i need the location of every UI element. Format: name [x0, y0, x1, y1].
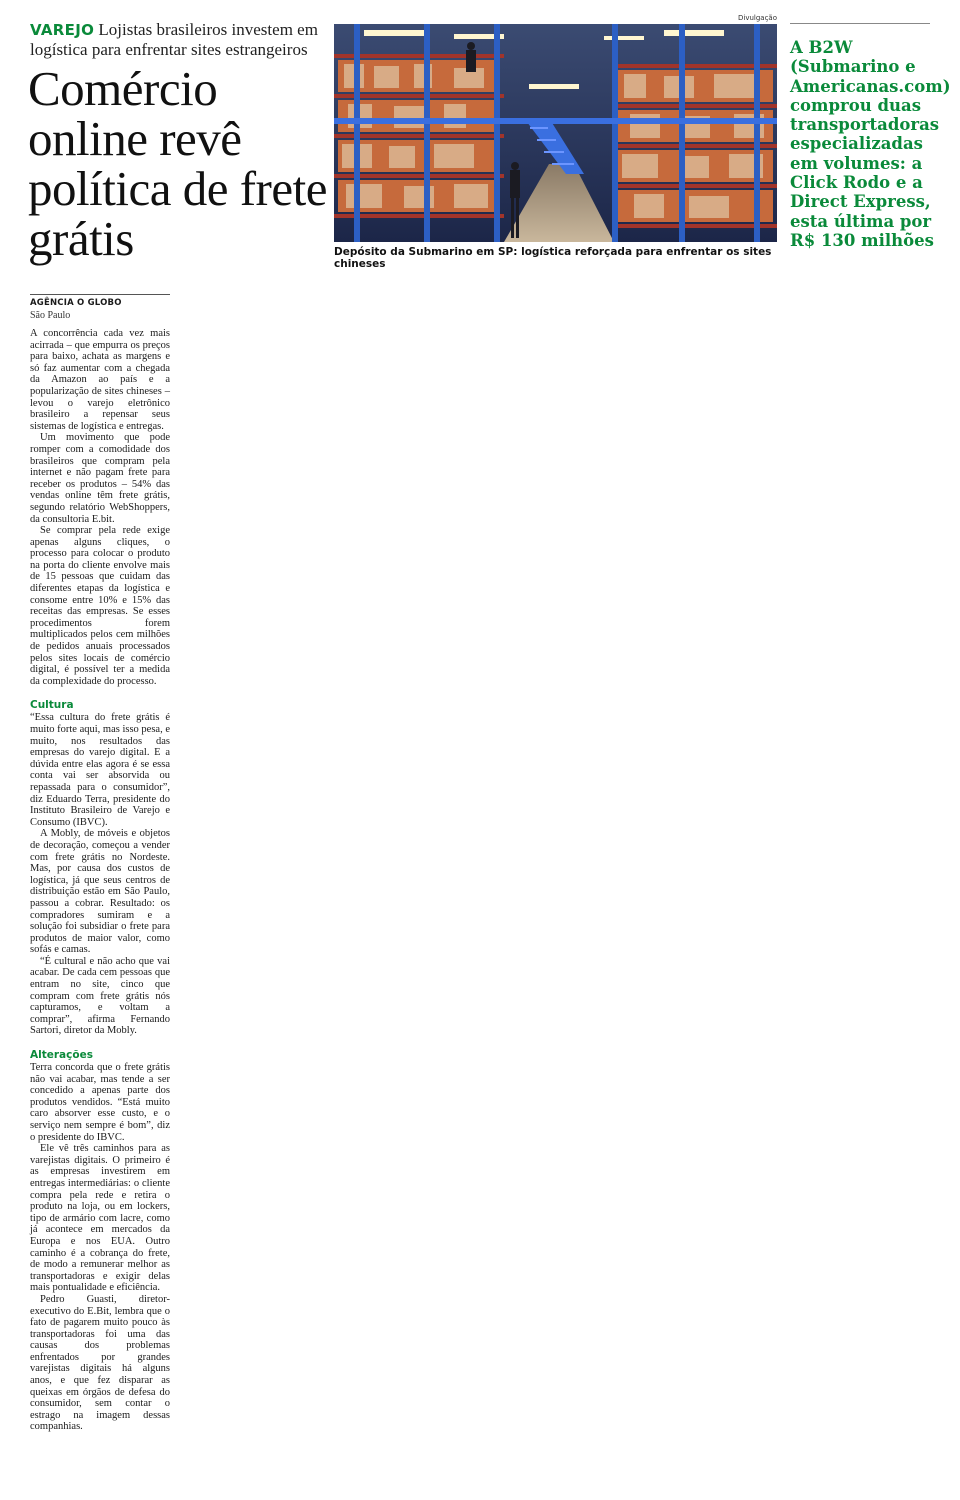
- article-body: [30, 328, 170, 1433]
- photo-credit: Divulgação: [737, 14, 777, 22]
- kicker-text: Lojistas brasileiros investem em logística para enfrentar sites estrangeiros: [30, 20, 318, 59]
- subhead-alteracoes: Alterações: [30, 1049, 93, 1062]
- paragraph: Pedro Guasti, diretor-executivo do E.Bit, lembra que o fato de pagarem muito pouco às transportadoras foi uma das causas dos problemas enfrentados por grandes varejistas digitais há alguns anos, e que fez disparar as queixas em órgãos de defesa do consumidor, sem contar o estrago na imagem dessas companhias.: [30, 1293, 170, 1433]
- photo-caption: Depósito da Submarino em SP: logística reforçada para enfrentar os sites chineses: [334, 246, 772, 270]
- paragraph: Um movimento que pode romper com a comodidade dos brasileiros que compram pela internet e não pagam frete para receber os produtos – 54% das vendas online têm frete grátis, segundo relatório WebShoppers, da consultoria E.bit.: [30, 432, 170, 525]
- paragraph: A Mobly, de móveis e objetos de decoração, começou a vender com frete grátis no Nordeste. Mas, por causa dos custos de logística, já que seus centros de distribuição estão em São Paulo, passou a cobrar. Resultado: os compradores sumiram e a solução foi subsidiar o frete para produtos de maior valor, como sofás e camas.: [30, 828, 170, 956]
- dateline: São Paulo: [30, 310, 71, 321]
- pullquote-rule: [790, 23, 930, 24]
- kicker: [30, 20, 330, 59]
- pullquote: A B2W (Submarino e Americanas.com) comprou duas transportadoras especializadas em volumes: a Click Rodo e a Direct Express, esta última por R$ 130 milhões: [790, 38, 951, 250]
- byline: AGÊNCIA O GLOBO: [30, 298, 122, 308]
- warehouse-photo: [334, 24, 777, 242]
- paragraph: Se comprar pela rede exige apenas alguns cliques, o processo para colocar o produto na porta do cliente envolve mais de 15 pessoas que cuidam das diferentes etapas da logística e consome entre 10% e 15% das receitas das empresas. Se esses procedimentos forem multiplicados pelos cem milhões de pedidos anuais processados pelos sites locais de comércio digital, é possível ter a medida da complexidade do processo.: [30, 525, 170, 687]
- section-tag: VAREJO: [30, 21, 95, 39]
- paragraph: “Essa cultura do frete grátis é muito forte aqui, mas isso pesa, e muito, nos resultados das empresas do varejo digital. E a dúvida entre elas agora é se essa conta vai ser absorvida ou repassada para o consumidor”, diz Eduardo Terra, presidente do Instituto Brasileiro de Varejo e Consumo (IBVC).: [30, 712, 170, 828]
- headline: Comércio online revê política de frete grátis: [28, 61, 327, 266]
- paragraph: Terra concorda que o frete grátis não vai acabar, mas tende a ser concedido a apenas parte dos produtos vendidos. “Está muito caro absorver esse custo, e o serviço nem sempre é bom”, diz o presidente do IBVC.: [30, 1062, 170, 1143]
- paragraph: Ele vê três caminhos para as varejistas digitais. O primeiro é as empresas investirem em entregas intermediárias: o cliente compra pela rede e retira o produto na loja, ou em lockers, tipo de armário com lacre, como já acontece em mercados da Europa e nos EUA. Outro caminho é a cobrança do frete, de modo a remunerar melhor as transportadoras e exigir delas mais pontualidade e eficiência.: [30, 1143, 170, 1294]
- subhead-cultura: Cultura: [30, 699, 74, 712]
- byline-rule: [30, 294, 170, 295]
- paragraph: A concorrência cada vez mais acirrada – que empurra os preços para baixo, achata as margens e só faz aumentar com a chegada da Amazon ao país e a popularização de sites chineses – levou o varejo eletrônico brasileiro a repensar seus sistemas de logística e entregas.: [30, 328, 170, 432]
- paragraph: “É cultural e não acho que vai acabar. De cada cem pessoas que entram no site, cinco que compram com frete grátis nós capturamos, e voltam a comprar”, afirma Fernando Sartori, diretor da Mobly.: [30, 955, 170, 1037]
